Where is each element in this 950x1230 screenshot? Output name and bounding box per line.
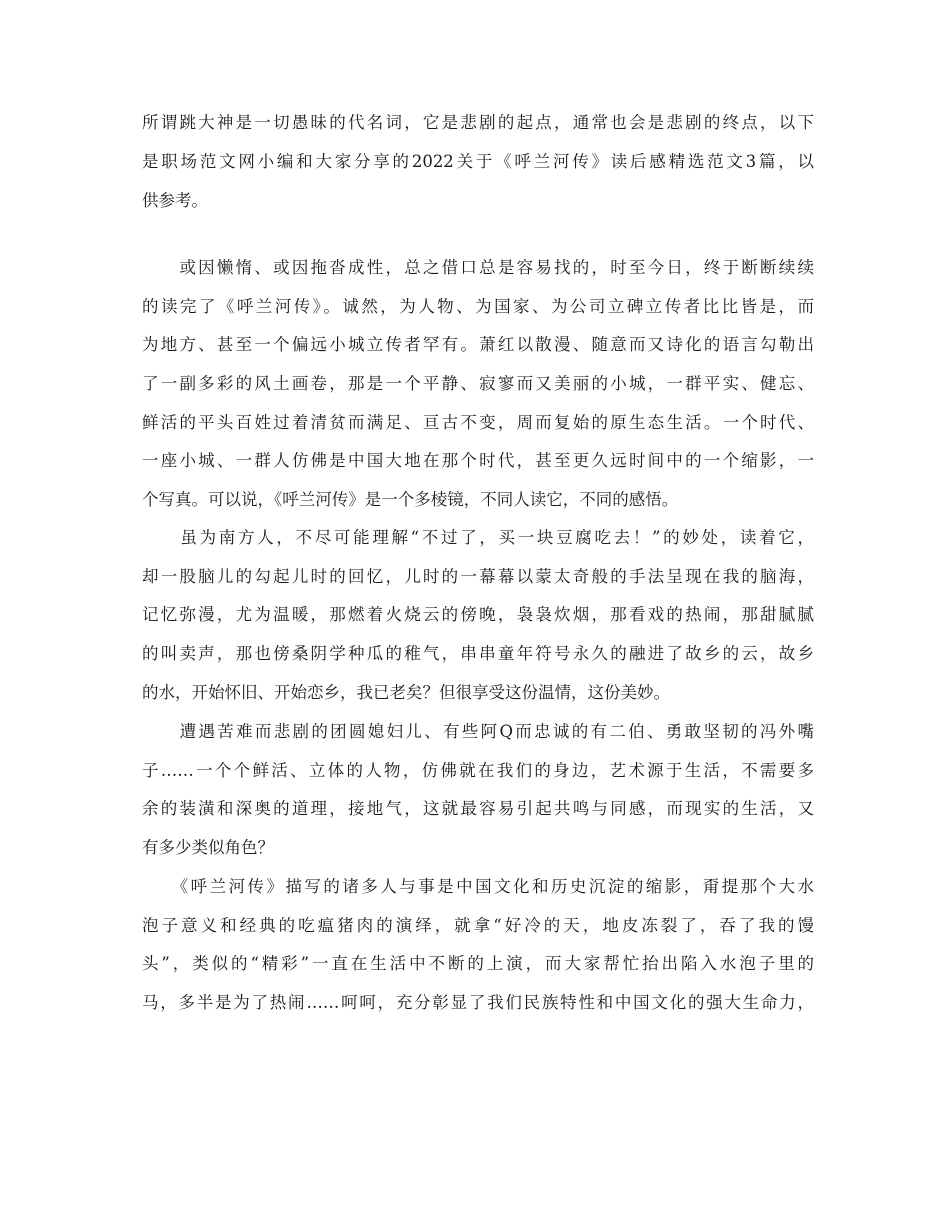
text-line: 却一股脑儿的勾起儿时的回忆，儿时的一幕幕以蒙太奇般的手法呈现在我的脑海， (142, 567, 814, 586)
text-line: 遭遇苦难而悲剧的团圆媳妇儿、有些阿Q而忠诚的有二伯、勇敢坚韧的冯外嘴 (142, 722, 814, 741)
text-line: 所谓跳大神是一切愚昧的代名词，它是悲剧的起点，通常也会是悲剧的终点，以下 (142, 113, 814, 132)
text-line: 子……一个个鲜活、立体的人物，仿佛就在我们的身边，艺术源于生活，不需要多 (142, 761, 814, 780)
text-line: 是职场范文网小编和大家分享的2022关于《呼兰河传》读后感精选范文3篇，以 (142, 152, 814, 171)
text-line: 供参考。 (142, 191, 208, 210)
text-line: 有多少类似角色？ (142, 838, 274, 857)
text-line: 记忆弥漫，尤为温暖，那燃着火烧云的傍晚，袅袅炊烟，那看戏的热闹，那甜腻腻 (142, 605, 814, 624)
text-line: 的叫卖声，那也傍桑阴学种瓜的稚气，串串童年符号永久的融进了故乡的云，故乡 (142, 644, 814, 663)
text-line: 了一副多彩的风土画卷，那是一个平静、寂寥而又美丽的小城，一群平实、健忘、 (142, 374, 814, 393)
text-line: 虽为南方人，不尽可能理解“不过了，买一块豆腐吃去！”的妙处，读着它， (142, 528, 814, 547)
text-line: 一座小城、一群人仿佛是中国大地在那个时代，甚至更久远时间中的一个缩影，一 (142, 451, 814, 470)
text-line: 或因懒惰、或因拖沓成性，总之借口总是容易找的，时至今日，终于断断续续 (142, 258, 814, 277)
text-line: 马，多半是为了热闹……呵呵，充分彰显了我们民族特性和中国文化的强大生命力， (142, 993, 814, 1012)
text-line: 《呼兰河传》描写的诸多人与事是中国文化和历史沉淀的缩影，甭提那个大水 (142, 877, 814, 896)
text-line: 的读完了《呼兰河传》。诚然，为人物、为国家、为公司立碑立传者比比皆是，而 (142, 297, 814, 316)
text-line: 鲜活的平头百姓过着清贫而满足、亘古不变，周而复始的原生态生活。一个时代、 (142, 413, 814, 432)
text-line: 头”，类似的“精彩”一直在生活中不断的上演，而大家帮忙抬出陷入水泡子里的 (142, 954, 814, 973)
text-line: 为地方、甚至一个偏远小城立传者罕有。萧红以散漫、随意而又诗化的语言勾勒出 (142, 335, 814, 354)
text-line: 余的装潢和深奥的道理，接地气，这就最容易引起共鸣与同感，而现实的生活，又 (142, 799, 814, 818)
text-line: 个写真。可以说，《呼兰河传》是一个多棱镜，不同人读它，不同的感悟。 (142, 490, 679, 509)
text-line: 的水，开始怀旧、开始恋乡，我已老矣？但很享受这份温情，这份美妙。 (142, 683, 670, 702)
text-line: 泡子意义和经典的吃瘟猪肉的演绎，就拿“好冷的天，地皮冻裂了，吞了我的馒 (142, 916, 814, 935)
